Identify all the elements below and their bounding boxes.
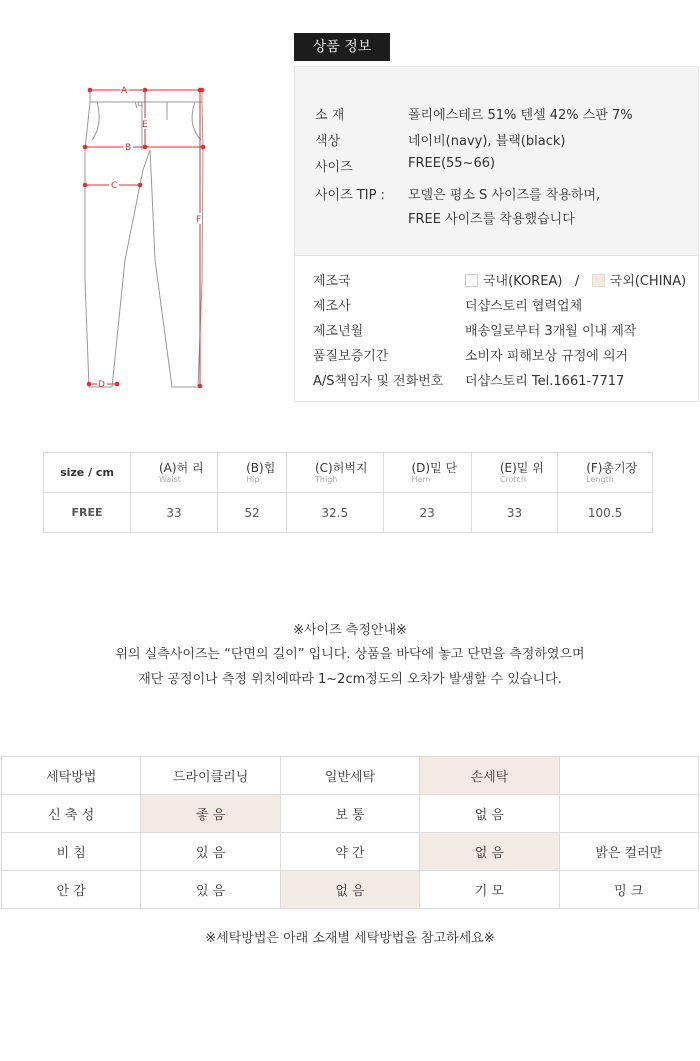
wash-cell bbox=[559, 795, 698, 833]
wash-cell: 없 음 bbox=[420, 795, 559, 833]
maker-label: 제조사 bbox=[313, 299, 351, 314]
product-info-box bbox=[294, 66, 699, 256]
maker-label: A/S책임자 및 전화번호 bbox=[313, 374, 444, 389]
label-c: C bbox=[111, 181, 118, 191]
wash-cell: 안 감 bbox=[2, 871, 141, 909]
maker-value: 더샵스토리 협력업체 bbox=[465, 299, 583, 314]
checkbox-domestic bbox=[465, 274, 478, 287]
wash-cell: 기 모 bbox=[420, 871, 559, 909]
info-label: 소 재 bbox=[315, 108, 345, 123]
wash-cell: 밍 크 bbox=[559, 871, 698, 909]
wash-cell: 비 침 bbox=[2, 833, 141, 871]
wash-cell: 밝은 컬러만 bbox=[559, 833, 698, 871]
label-f: F bbox=[196, 215, 202, 225]
wash-footnote: ※세탁방법은 아래 소재별 세탁방법을 참고하세요※ bbox=[205, 931, 495, 946]
label-a: A bbox=[121, 86, 128, 96]
size-row-header-label: size / cm bbox=[44, 453, 131, 493]
info-label: 사이즈 TIP : bbox=[315, 188, 385, 203]
country-foreign: 국외(CHINA) bbox=[609, 274, 687, 289]
checkbox-foreign bbox=[592, 274, 605, 287]
maker-label: 제조년월 bbox=[313, 324, 364, 339]
measure-note-line2: 재단 공정이나 측정 위치에따라 1~2cm정도의 오차가 발생할 수 있습니다. bbox=[138, 672, 562, 687]
table-row bbox=[44, 493, 653, 533]
col-crotch: (E)밑 위 Crotch bbox=[471, 453, 557, 493]
country-domestic: 국내(KOREA) bbox=[483, 274, 563, 289]
size-value: 52 bbox=[218, 493, 287, 533]
wash-cell: 세탁방법 bbox=[2, 757, 141, 795]
col-waist: (A)허 리 Waist bbox=[131, 453, 218, 493]
wash-cell: 있 음 bbox=[141, 871, 280, 909]
size-value: 33 bbox=[131, 493, 218, 533]
wash-cell-selected: 없 음 bbox=[420, 833, 559, 871]
label-b: B bbox=[125, 143, 132, 153]
col-hem: (D)밑 단 Hem bbox=[383, 453, 471, 493]
wash-cell: 있 음 bbox=[141, 833, 280, 871]
country-options bbox=[465, 270, 686, 289]
maker-value: 소비자 피해보상 규정에 의거 bbox=[465, 349, 629, 364]
col-thigh: (C)허벅지 Thigh bbox=[286, 453, 383, 493]
measure-line-d bbox=[87, 380, 120, 390]
pants-outline bbox=[85, 90, 203, 387]
measure-line-e bbox=[142, 88, 148, 150]
wash-info-table bbox=[1, 756, 699, 909]
size-table-header bbox=[44, 453, 653, 493]
wash-cell: 약 간 bbox=[280, 833, 419, 871]
maker-value: 더샵스토리 Tel.1661-7717 bbox=[465, 374, 625, 389]
maker-info-box bbox=[294, 256, 699, 402]
maker-value: 배송일로부터 3개월 이내 제작 bbox=[465, 324, 637, 339]
size-table bbox=[43, 452, 653, 533]
size-name: FREE bbox=[44, 493, 131, 533]
info-value: FREE 사이즈를 착용했습니다 bbox=[408, 212, 575, 227]
size-value: 33 bbox=[471, 493, 557, 533]
info-value: FREE(55~66) bbox=[408, 156, 496, 171]
measure-note-line1: 위의 실측사이즈는 “단면의 길이” 입니다. 상품을 바닥에 놓고 단면을 측정하였으며 bbox=[115, 647, 585, 662]
wash-cell: 일반세탁 bbox=[280, 757, 419, 795]
wash-row-sheer bbox=[2, 833, 699, 871]
wash-row-method bbox=[2, 757, 699, 795]
wash-cell: 드라이클리닝 bbox=[141, 757, 280, 795]
wash-cell: 보 통 bbox=[280, 795, 419, 833]
wash-cell-selected: 좋 음 bbox=[141, 795, 280, 833]
col-hip: (B)힙 Hip bbox=[218, 453, 287, 493]
info-value: 모델은 평소 S 사이즈를 착용하며, bbox=[408, 188, 601, 203]
measure-note-title: ※사이즈 측정안내※ bbox=[293, 623, 407, 638]
size-value: 100.5 bbox=[558, 493, 653, 533]
wash-row-stretch bbox=[2, 795, 699, 833]
info-value: 폴리에스테르 51% 텐셀 42% 스판 7% bbox=[408, 108, 633, 123]
wash-row-lining bbox=[2, 871, 699, 909]
label-e: E bbox=[142, 120, 148, 130]
size-value: 32.5 bbox=[286, 493, 383, 533]
wash-cell bbox=[559, 757, 698, 795]
col-length: (F)총기장 Length bbox=[558, 453, 653, 493]
size-value: 23 bbox=[383, 493, 471, 533]
maker-label: 품질보증기간 bbox=[313, 349, 389, 364]
info-label: 색상 bbox=[315, 134, 341, 149]
wash-cell-selected: 손세탁 bbox=[420, 757, 559, 795]
wash-cell-selected: 없 음 bbox=[280, 871, 419, 909]
info-value: 네이비(navy), 블랙(black) bbox=[408, 134, 566, 149]
label-d: D bbox=[98, 380, 105, 390]
product-info-title: 상품 정보 bbox=[294, 33, 390, 61]
measure-line-c bbox=[83, 181, 143, 191]
wash-cell: 신 축 성 bbox=[2, 795, 141, 833]
pants-measurement-diagram bbox=[75, 80, 215, 400]
country-separator: / bbox=[574, 274, 580, 289]
maker-label: 제조국 bbox=[313, 274, 351, 289]
info-label: 사이즈 bbox=[315, 160, 353, 175]
